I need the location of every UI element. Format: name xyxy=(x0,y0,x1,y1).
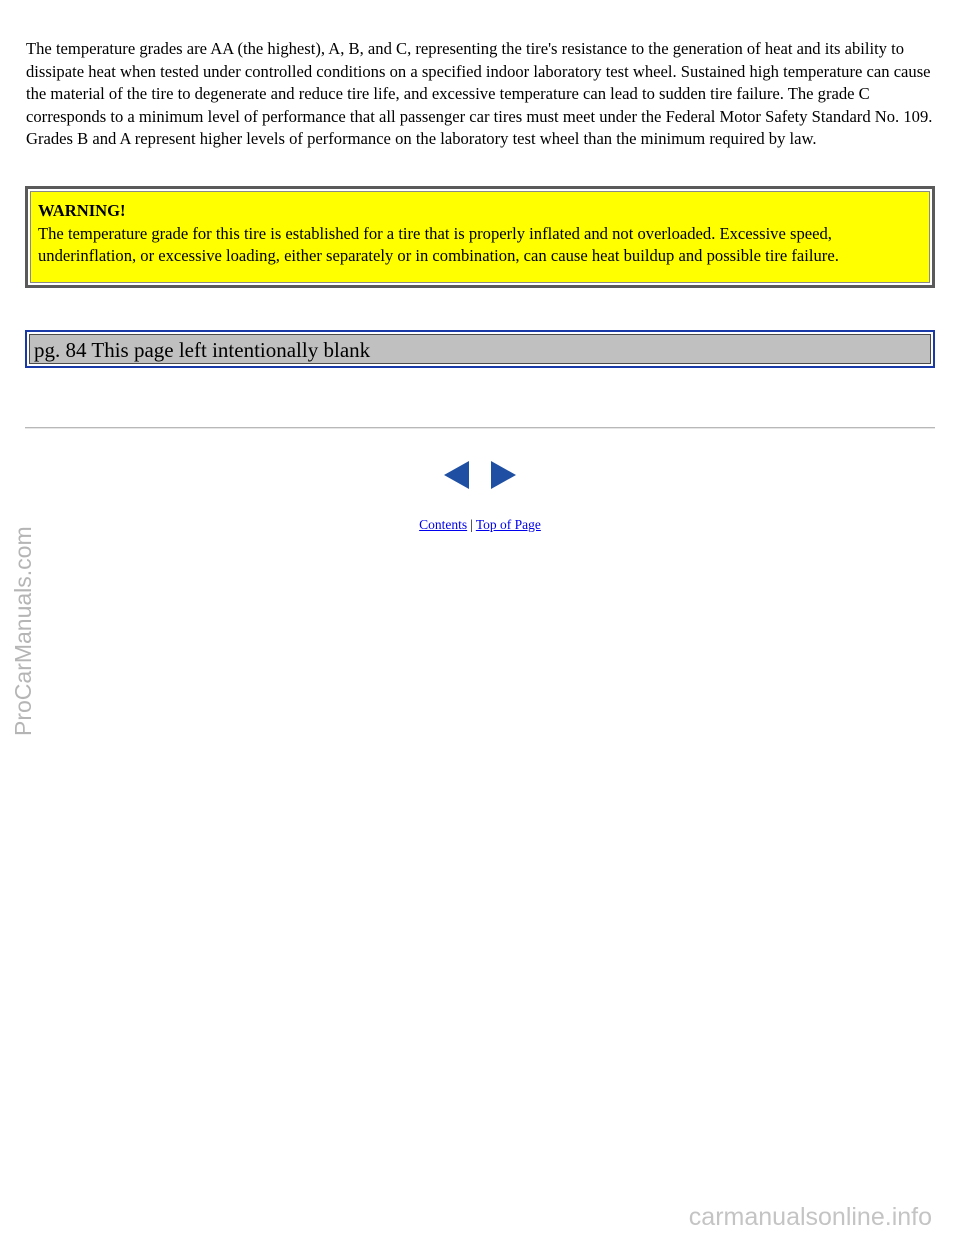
intro-paragraph: The temperature grades are AA (the highest), A, B, and C, representing the tire's resistance to the generation of heat and its ability to dissipate heat when tested under controlled conditions on a specified indoor laboratory test wheel. Sustained high temperature can cause the material of the tire to degenerate and reduce tire life, and excessive temperature can lead to sudden tire failure. The grade C corresponds to a minimum level of performance that all passenger car tires must meet under the Federal Motor Safety Standard No. 109. Grades B and A represent higher levels of performance on the laboratory test wheel than the minimum required by law. xyxy=(26,39,933,149)
side-watermark: ProCarManuals.com xyxy=(10,526,36,736)
blank-page-notice-box xyxy=(25,330,935,368)
horizontal-divider xyxy=(25,427,935,429)
page-navigation xyxy=(443,460,518,490)
bottom-watermark: carmanualsonline.info xyxy=(688,1203,932,1231)
blank-page-notice: pg. 84 This page left intentionally blank xyxy=(29,334,931,364)
warning-content xyxy=(30,191,930,283)
arrow-left-icon[interactable] xyxy=(443,460,471,490)
arrow-right-icon[interactable] xyxy=(489,460,517,490)
warning-box xyxy=(25,186,935,288)
contents-link[interactable]: Contents xyxy=(419,517,468,532)
warning-title: WARNING! xyxy=(38,201,126,220)
footer-links xyxy=(0,516,960,534)
top-of-page-link[interactable]: Top of Page xyxy=(475,517,541,532)
warning-text: The temperature grade for this tire is established for a tire that is properly inflated and not overloaded. Excessive speed, underinflation, or excessive loading, either separately or in combination, can cause heat buildup and possible tire failure. xyxy=(38,223,839,266)
link-separator: | xyxy=(470,517,473,532)
